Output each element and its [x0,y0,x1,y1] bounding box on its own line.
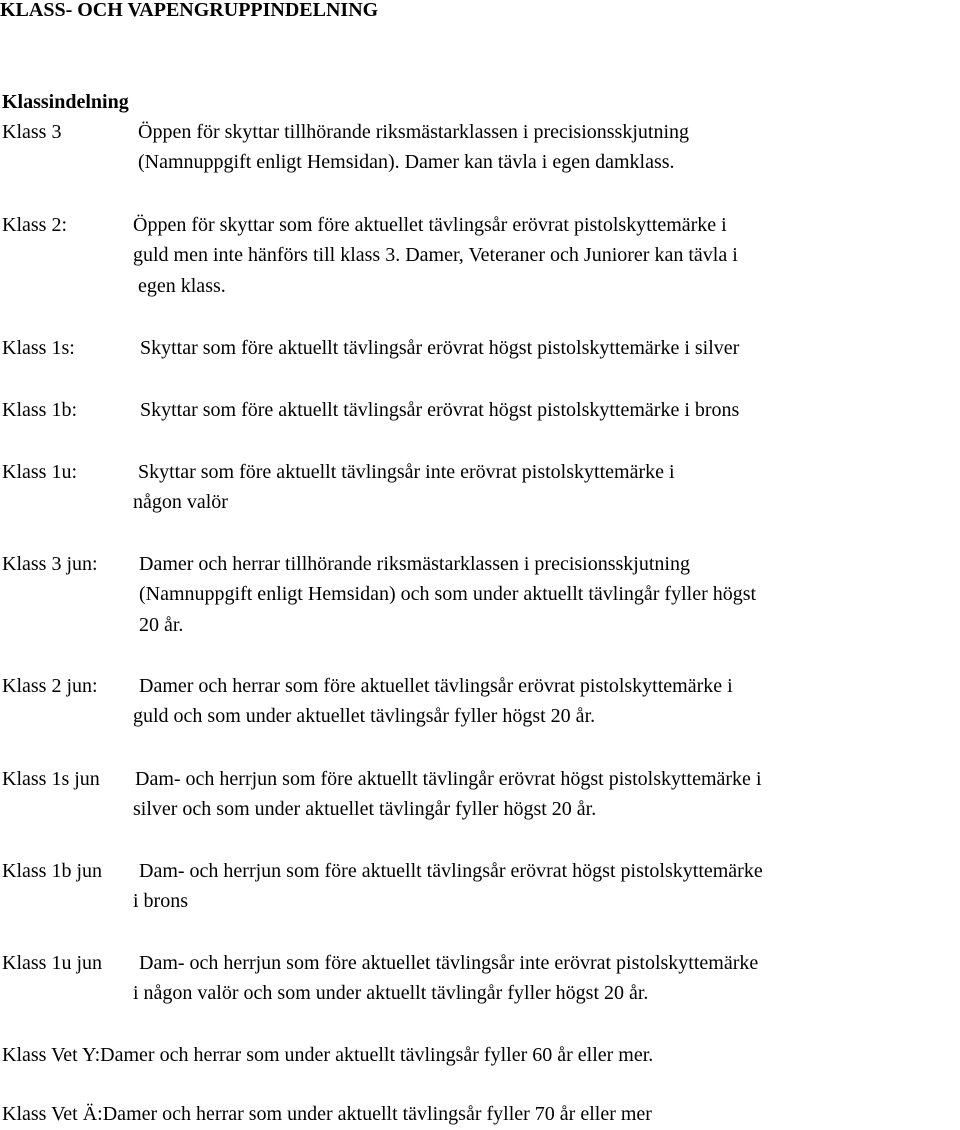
class-description-line: (Namnuppgift enligt Hemsidan) och som under aktuellt tävlingår fyller högst [139,583,757,605]
class-entry-klass-vet-y: Klass Vet Y:Damer och herrar som under aktuellt tävlingsår fyller 60 år eller mer. [2,1044,654,1066]
class-label: Klass 1s jun [2,768,100,790]
class-description-line: (Namnuppgift enligt Hemsidan). Damer kan tävla i egen damklass. [138,151,675,173]
class-label: Klass 2 jun: [2,675,98,697]
class-description-line: Öppen för skyttar som före aktuellet tävlingsår erövrat pistolskyttemärke i [133,214,727,236]
class-description-line: guld och som under aktuellet tävlingsår fyller högst 20 år. [133,705,596,727]
class-label: Klass 1u: [2,461,77,483]
class-description-line: Dam- och herrjun som före aktuellt tävlingsår erövrat högst pistolskyttemärke [139,860,763,882]
class-description-line: silver och som under aktuellet tävlingår fyller högst 20 år. [133,798,597,820]
class-label: Klass 2: [2,214,67,236]
class-description-line: Skyttar som före aktuellt tävlingsår inte erövrat pistolskyttemärke i [138,461,675,483]
class-label: Klass 1b jun [2,860,102,882]
class-description-line: Skyttar som före aktuellt tävlingsår erövrat högst pistolskyttemärke i silver [140,337,740,359]
class-description-line: Dam- och herrjun som före aktuellet tävlingsår inte erövrat pistolskyttemärke [139,952,759,974]
class-label: Klass 1s: [2,337,75,359]
class-label: Klass 3 [2,121,62,143]
class-description-line: Dam- och herrjun som före aktuellt tävlingår erövrat högst pistolskyttemärke i [135,768,762,790]
class-label: Klass 1b: [2,399,77,421]
class-label: Klass 1u jun [2,952,102,974]
section-heading: Klassindelning [2,91,129,113]
class-description-line: Damer och herrar som före aktuellet tävlingsår erövrat pistolskyttemärke i [139,675,733,697]
document-title: KLASS- OCH VAPENGRUPPINDELNING [0,0,379,21]
class-description-line: någon valör [133,491,228,513]
class-entry-klass-vet-ae: Klass Vet Ä:Damer och herrar som under aktuellt tävlingsår fyller 70 år eller mer [2,1103,652,1125]
class-description-line: i brons [133,890,188,912]
class-description-line: i någon valör och som under aktuellt tävlingår fyller högst 20 år. [133,982,649,1004]
class-description-line: Damer och herrar tillhörande riksmästarklassen i precisionsskjutning [139,553,690,575]
class-description-line: Skyttar som före aktuellt tävlingsår erövrat högst pistolskyttemärke i brons [140,399,740,421]
class-label: Klass 3 jun: [2,553,98,575]
class-description-line: 20 år. [139,614,184,636]
class-description-line: guld men inte hänförs till klass 3. Damer, Veteraner och Juniorer kan tävla i [133,244,738,266]
class-description-line: egen klass. [138,275,226,297]
class-description-line: Öppen för skyttar tillhörande riksmästarklassen i precisionsskjutning [138,121,690,143]
